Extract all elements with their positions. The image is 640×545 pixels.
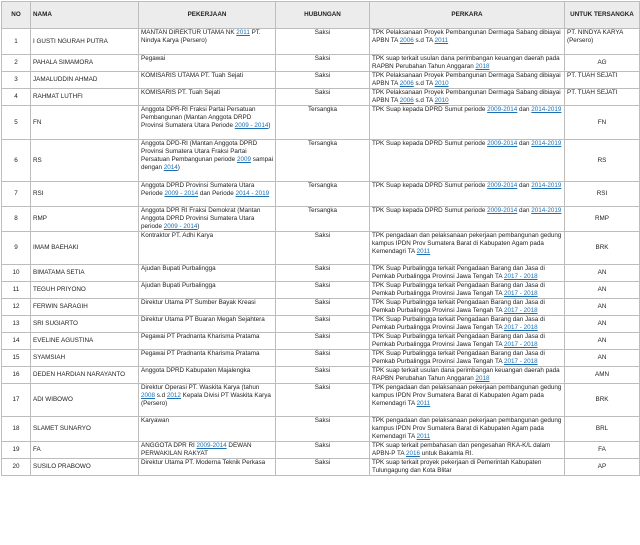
header-perkara: PERKARA [370,2,565,29]
cell-pekerjaan [139,232,276,265]
text-segment: ANGGOTA DPR RI [141,442,197,449]
cell-hubungan: Tersangka [276,182,370,207]
cell-perkara [370,333,565,350]
cell-nama: TEGUH PRIYONO [31,282,139,299]
cell-nama: IMAM BAEHAKI [31,232,139,265]
cell-nama: PAHALA SIMAMORA [31,55,139,72]
cell-untuk-tersangka: BRL [565,417,640,442]
cell-perkara [370,106,565,140]
cell-untuk-tersangka: FN [565,106,640,140]
cell-hubungan: Saksi [276,417,370,442]
cell-nama: SUSILO PRABOWO [31,459,139,476]
cell-untuk-tersangka: AN [565,265,640,282]
year-link[interactable]: 2011 [416,400,431,407]
text-segment: TPK pengadaan dan pelaksanaan pekerjaan pembangunan gedung kampus IPDN Prov Sumatera Barat di Kabupaten Agam pada Kemendagri TA [372,384,562,407]
table-row [2,182,640,207]
cell-pekerjaan [139,140,276,182]
text-segment: Anggota DPRD Kabupaten Majalengka [141,367,251,374]
text-segment: Karyawan [141,417,170,424]
cell-untuk-tersangka: AN [565,282,640,299]
text-segment: ) [177,164,180,171]
cell-no: 4 [2,89,31,106]
cell-hubungan: Saksi [276,72,370,89]
cell-perkara [370,29,565,55]
header-pekerjaan: PEKERJAAN [139,2,276,29]
cell-nama: SRI SUGIARTO [31,316,139,333]
header-nama: NAMA [31,2,139,29]
year-link[interactable]: 2018 [475,375,490,382]
text-segment: Pegawai [141,55,166,62]
cell-perkara [370,417,565,442]
text-segment: TPK suap terkait proyek pekerjaan di Pemerintah Kabupaten Tulungagung dan Kota Blitar [372,459,542,474]
text-segment: TPK Suap Purbalingga terkait Pengadaan Barang dan Jasa di Pemkab Purbalingga Provinsi Jawa Tengah TA [372,333,545,348]
cell-no: 9 [2,232,31,265]
cell-hubungan: Saksi [276,350,370,367]
cell-no: 12 [2,299,31,316]
year-link[interactable]: 2009-2014 [196,442,227,449]
year-link[interactable]: 2014 - 2019 [235,190,270,197]
cell-pekerjaan [139,417,276,442]
table-row [2,299,640,316]
year-link[interactable]: 2009-2014 [487,207,518,214]
text-segment: TPK Suap Purbalingga terkait Pengadaan Barang dan Jasa di Pemkab Purbalingga Provinsi Jawa Tengah TA [372,299,545,314]
cell-perkara [370,89,565,106]
cell-nama: RAHMAT LUTHFI [31,89,139,106]
table-row [2,89,640,106]
cell-untuk-tersangka: RMP [565,207,640,232]
text-segment: TPK pengadaan dan pelaksanaan pekerjaan pembangunan gedung kampus IPDN Prov Sumatera Barat di Kabupaten Agam pada Kemendagri TA [372,232,562,255]
cell-untuk-tersangka: AP [565,459,640,476]
cell-no: 16 [2,367,31,384]
year-link[interactable]: 2014-2019 [531,182,562,189]
year-link[interactable]: 2016 [405,450,420,457]
header-no: NO [2,2,31,29]
table-row [2,417,640,442]
year-link[interactable]: 2011 [416,248,431,255]
table-row [2,282,640,299]
table-row [2,384,640,417]
cell-no: 19 [2,442,31,459]
text-segment: dan [517,106,532,113]
cell-perkara [370,265,565,282]
cell-no: 3 [2,72,31,89]
cell-untuk-tersangka: PT. NINDYA KARYA (Persero) [565,29,640,55]
year-link[interactable]: 2017 - 2018 [503,358,538,365]
cell-no: 20 [2,459,31,476]
text-segment: TPK Suap Purbalingga terkait Pengadaan Barang dan Jasa di Pemkab Purbalingga Provinsi Jawa Tengah TA [372,282,545,297]
cell-perkara [370,140,565,182]
year-link[interactable]: 2011 [416,433,431,440]
text-segment: s.d TA [413,80,435,87]
text-segment: dan [517,140,532,147]
cell-no: 15 [2,350,31,367]
cell-perkara [370,55,565,72]
text-segment: KOMISARIS UTAMA PT. Tuah Sejati [141,72,244,79]
cell-perkara [370,72,565,89]
text-segment: s.d [155,392,167,399]
year-link[interactable]: 2009 - 2014 [164,190,199,197]
cell-no: 17 [2,384,31,417]
cell-nama: RSI [31,182,139,207]
cell-hubungan: Tersangka [276,207,370,232]
text-segment: Anggota DPD-RI (Mantan Anggota DPRD Provinsi Sumatera Utara Fraksi Partai Persatuan Pembangunan periode [141,140,258,163]
text-segment: untuk Bakamla RI. [419,450,474,457]
text-segment: Ajudan Bupati Purbalingga [141,282,216,289]
cell-nama: RS [31,140,139,182]
cell-untuk-tersangka: RSI [565,182,640,207]
text-segment: TPK Suap kepada DPRD Sumut periode [372,140,488,147]
text-segment: Pegawai PT Pradnanta Kharisma Pratama [141,350,260,357]
cell-no: 8 [2,207,31,232]
cell-pekerjaan [139,29,276,55]
cell-nama: SYAMSIAH [31,350,139,367]
cell-untuk-tersangka: AMN [565,367,640,384]
cell-perkara [370,282,565,299]
cell-hubungan: Saksi [276,316,370,333]
table-row [2,207,640,232]
cell-untuk-tersangka: BRK [565,232,640,265]
cell-no: 10 [2,265,31,282]
cell-pekerjaan [139,333,276,350]
cell-pekerjaan [139,182,276,207]
year-link[interactable]: 2017 - 2018 [503,273,538,280]
cell-hubungan: Saksi [276,29,370,55]
text-segment: TPK Suap Purbalingga terkait Pengadaan Barang dan Jasa di Pemkab Purbalingga Provinsi Jawa Tengah TA [372,316,545,331]
cell-pekerjaan [139,350,276,367]
cell-untuk-tersangka: AN [565,299,640,316]
cell-pekerjaan [139,384,276,417]
text-segment: TPK Pelaksanaan Proyek Pembangunan Dermaga Sabang dibiayai APBN TA [372,29,561,44]
year-link[interactable]: 2009 - 2014 [234,122,269,129]
cell-no: 14 [2,333,31,350]
cell-perkara [370,367,565,384]
cell-no: 7 [2,182,31,207]
text-segment: ) [197,223,200,230]
text-segment: Direktur Operasi PT. Waskita Karya (tahun [141,384,260,391]
text-segment: dan [517,182,532,189]
cell-nama: ADI WIBOWO [31,384,139,417]
cell-no: 1 [2,29,31,55]
text-segment: Direktur Utama PT Buaran Megah Sejahtera [141,316,265,323]
cell-nama: FERWIN SARAGIH [31,299,139,316]
text-segment: TPK Suap kepada DPRD Sumut periode [372,207,488,214]
cell-nama: FA [31,442,139,459]
cell-perkara [370,350,565,367]
cell-pekerjaan [139,55,276,72]
table-header-row [2,2,640,29]
cell-untuk-tersangka: AN [565,350,640,367]
cell-pekerjaan [139,106,276,140]
year-link[interactable]: 2008 [141,392,156,399]
year-link[interactable]: 2011 [434,37,449,44]
cell-nama: I GUSTI NGURAH PUTRA [31,29,139,55]
text-segment: Anggota DPRD Provinsi Sumatera Utara Periode [141,182,255,197]
text-segment: TPK suap terkait usulan dana perimbangan keuangan daerah pada RAPBN Perubahan Tahun Anggaran [372,55,560,70]
text-segment: TPK Suap Purbalingga terkait Pengadaan Barang dan Jasa di Pemkab Purbalingga Provinsi Jawa Tengah TA [372,265,545,280]
year-link[interactable]: 2009-2014 [487,106,518,113]
table-row [2,29,640,55]
header-hubungan: HUBUNGAN [276,2,370,29]
table-row [2,265,640,282]
cell-no: 2 [2,55,31,72]
cell-untuk-tersangka: AG [565,55,640,72]
table-row [2,350,640,367]
table-row [2,232,640,265]
year-link[interactable]: 2014-2019 [531,207,562,214]
year-link[interactable]: 2010 [434,97,449,104]
table-row [2,55,640,72]
year-link[interactable]: 2018 [475,63,490,70]
table-row [2,459,640,476]
cell-perkara [370,442,565,459]
cell-no: 6 [2,140,31,182]
cell-hubungan: Saksi [276,333,370,350]
year-link[interactable]: 2017 - 2018 [503,290,538,297]
cell-pekerjaan [139,265,276,282]
table-row [2,316,640,333]
text-segment: TPK suap terkait pembahasan dan pengesahan RKA-K/L dalam APBN-P TA [372,442,551,457]
cell-perkara [370,384,565,417]
year-link[interactable]: 2009-2014 [487,182,518,189]
text-segment: TPK suap terkait usulan dana perimbangan keuangan daerah pada RAPBN Perubahan Tahun Anggaran [372,367,560,382]
text-segment: TPK Suap Purbalingga terkait Pengadaan Barang dan Jasa di Pemkab Purbalingga Provinsi Jawa Tengah TA [372,350,545,365]
cell-no: 13 [2,316,31,333]
year-link[interactable]: 2014 [163,164,178,171]
cell-nama: RMP [31,207,139,232]
text-segment: TPK Suap kepada DPRD Sumut periode [372,106,488,113]
year-link[interactable]: 2014-2019 [531,140,562,147]
text-segment: Direktur Utama PT. Moderna Teknik Perkasa [141,459,266,466]
year-link[interactable]: 2006 [399,97,414,104]
cell-hubungan: Saksi [276,442,370,459]
cell-perkara [370,182,565,207]
text-segment: Ajudan Bupati Purbalingga [141,265,216,272]
year-link[interactable]: 2017 - 2018 [503,324,538,331]
text-segment: TPK Suap kepada DPRD Sumut periode [372,182,488,189]
table-row [2,367,640,384]
cell-nama: EVELINE AGUSTINA [31,333,139,350]
year-link[interactable]: 2009-2014 [487,140,518,147]
cell-pekerjaan [139,442,276,459]
text-segment: s.d TA [413,37,435,44]
cell-untuk-tersangka: PT. TUAH SEJATI [565,72,640,89]
text-segment: Kepala Divisi PT Waskita Karya (Persero) [141,392,271,407]
cell-nama: DEDEN HARDIAN NARAYANTO [31,367,139,384]
cell-pekerjaan [139,89,276,106]
table-row [2,140,640,182]
table-row [2,442,640,459]
cell-pekerjaan [139,282,276,299]
year-link[interactable]: 2006 [399,37,414,44]
cell-untuk-tersangka: RS [565,140,640,182]
table-row [2,72,640,89]
cell-nama: JAMALUDDIN AHMAD [31,72,139,89]
year-link[interactable]: 2012 [166,392,181,399]
cell-pekerjaan [139,367,276,384]
year-link[interactable]: 2006 [399,80,414,87]
year-link[interactable]: 2010 [434,80,449,87]
cell-hubungan: Saksi [276,384,370,417]
year-link[interactable]: 2017 - 2018 [503,341,538,348]
cell-pekerjaan [139,459,276,476]
text-segment: dan Periode [198,190,236,197]
cell-hubungan: Tersangka [276,106,370,140]
text-segment: TPK Pelaksanaan Proyek Pembangunan Dermaga Sabang dibiayai APBN TA [372,72,561,87]
cell-pekerjaan [139,207,276,232]
cell-perkara [370,299,565,316]
table-row [2,106,640,140]
cell-hubungan: Saksi [276,459,370,476]
cell-hubungan: Saksi [276,299,370,316]
cell-hubungan: Saksi [276,282,370,299]
cell-no: 5 [2,106,31,140]
cell-untuk-tersangka: PT. TUAH SEJATI [565,89,640,106]
text-segment: Anggota DPR RI Fraksi Demokrat (Mantan Anggota DPRD Provinsi Sumatera Utara periode [141,207,261,230]
cell-hubungan: Saksi [276,55,370,72]
year-link[interactable]: 2009 - 2014 [163,223,198,230]
cell-perkara [370,232,565,265]
cell-pekerjaan [139,316,276,333]
cell-untuk-tersangka: AN [565,316,640,333]
cell-untuk-tersangka: FA [565,442,640,459]
cell-untuk-tersangka: AN [565,333,640,350]
year-link[interactable]: 2014-2019 [531,106,562,113]
text-segment: KOMISARIS PT. Tuah Sejati [141,89,221,96]
cell-hubungan: Saksi [276,232,370,265]
text-segment: TPK pengadaan dan pelaksanaan pekerjaan pembangunan gedung kampus IPDN Prov Sumatera Barat di Kabupaten Agam pada Kemendagri TA [372,417,562,440]
text-segment: Direktur Utama PT Sumber Bayak Kreasi [141,299,256,306]
text-segment: Anggota DPR-RI Fraksi Partai Persatuan Pembangunan (Mantan Anggota DRPD Provinsi Sumatera Utara Periode [141,106,256,129]
text-segment: sampai dengan [141,156,274,171]
cell-pekerjaan [139,72,276,89]
cell-nama: BIMATAMA SETIA [31,265,139,282]
cell-no: 18 [2,417,31,442]
text-segment: ) [268,122,271,129]
year-link[interactable]: 2011 [236,29,250,36]
header-untuk-tersangka: UNTUK TERSANGKA [565,2,640,29]
cell-hubungan: Saksi [276,89,370,106]
text-segment: s.d TA [413,97,435,104]
text-segment: MANTAN DIREKTUR UTAMA NK [141,29,237,36]
cell-nama: SLAMET SUNARYO [31,417,139,442]
cell-no: 11 [2,282,31,299]
year-link[interactable]: 2009 [236,156,251,163]
cell-hubungan: Saksi [276,367,370,384]
text-segment: Pegawai PT Pradnanta Kharisma Pratama [141,333,260,340]
year-link[interactable]: 2017 - 2018 [503,307,538,314]
cell-perkara [370,459,565,476]
cell-untuk-tersangka: BRK [565,384,640,417]
text-segment: Kontraktor PT. Adhi Karya [141,232,214,239]
cell-perkara [370,207,565,232]
cell-perkara [370,316,565,333]
text-segment: TPK Pelaksanaan Proyek Pembangunan Dermaga Sabang dibiayai APBN TA [372,89,561,104]
text-segment: PT. Nindya Karya (Persero) [141,29,261,44]
text-segment: dan [517,207,532,214]
text-segment: DEWAN PERWAKILAN RAKYAT [141,442,252,457]
cell-hubungan: Tersangka [276,140,370,182]
cell-nama: FN [31,106,139,140]
witness-schedule-table [1,1,640,476]
table-row [2,333,640,350]
cell-pekerjaan [139,299,276,316]
cell-hubungan: Saksi [276,265,370,282]
